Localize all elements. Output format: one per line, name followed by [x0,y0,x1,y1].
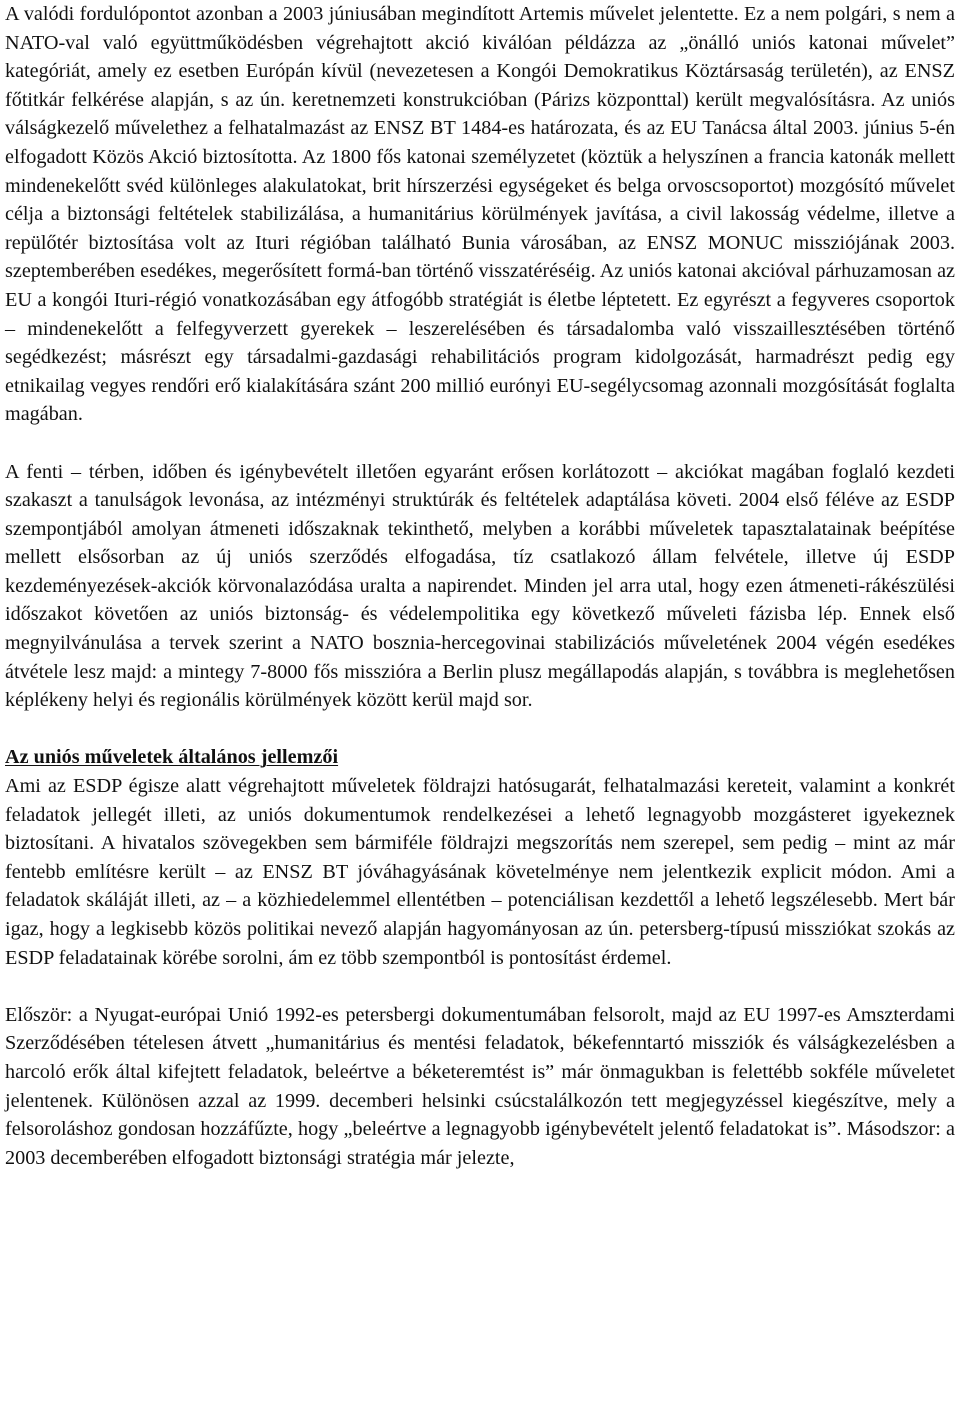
paragraph-transition-period: A fenti – térben, időben és igénybevételt illetően egyaránt erősen korlátozott – akciókat magában foglaló kezdeti szakaszt a tanulságok levonása, az intézményi struktúrák és feltételek adaptálása követi. 2004 első féléve az ESDP szempontjából amolyan átmeneti időszaknak tekinthető, melyben a korábbi műveletek tapasztalatainak beépítése mellett elsősorban az új uniós szerződés elfogadása, tíz csatlakozó állam felvétele, illetve új ESDP kezdeményezések-akciók körvonalazódása uralta a napirendet. Minden jel arra utal, hogy ezen átmeneti-rákészülési időszakot követően az uniós biztonság- és védelempolitika egy következő műveleti fázisba lép. Ennek első megnyilvánulása a tervek szerint a NATO bosznia-hercegovinai stabilizációs műveletének 2004 végén esedékes átvétele lesz majd: a mintegy 7-8000 fős misszióra a Berlin plusz megállapodás alapján, s továbbra is meglehetősen képlékeny helyi és regionális körülmények között kerül majd sor. [5,460,955,712]
section-heading: Az uniós műveletek általános jellemzői [5,746,339,769]
paragraph-spacer [5,972,955,1001]
paragraph-spacer [5,429,955,458]
paragraph-spacer [5,715,955,744]
document-page [5,0,955,1172]
paragraph-artemis-operation: A valódi fordulópontot azonban a 2003 júniusában megindított Artemis művelet jelentette. Ez a nem polgári, s nem a NATO-val való együttműködésben végrehajtott akció kiválóan példázza az „önálló uniós katonai művelet” kategóriát, amely ez esetben Európán kívül (nevezetesen a Kongói Demokratikus Köztársaság területén), az ENSZ főtitkár felkérése alapján, s az ún. keretnemzeti konstrukcióban (Párizs központtal) került megvalósításra. Az uniós válságkezelő művelethez a felhatalmazást az ENSZ BT 1484-es határozata, és az EU Tanácsa által 2003. június 5-én elfogadott Közös Akció biztosította. Az 1800 fős katonai személyzetet (köztük a helyszínen a francia katonák mellett mindenekelőtt svéd különleges alakulatokat, brit hírszerzési egységeket és belga orvoscsoportot) mozgósító művelet célja a biztonsági feltételek stabilizálása, a humanitárius körülmények javítása, a civil lakosság védelme, illetve a repülőtér biztosítása volt az Ituri régióban található Bunia városában, az ENSZ MONUC missziójának 2003. szeptemberében esedékes, megerősített formá-ban történő visszatéréséig. Az uniós katonai akcióval párhuzamosan az EU a kongói Ituri-régió vonatkozásában egy átfogóbb stratégiát is életbe léptetett. Ez egyrészt a fegyveres csoportok – mindenekelőtt a felfegyverzett gyerekek – leszerelésében és társadalomba való visszaillesztésében történő segédkezést; másrészt egy társadalmi-gazdasági rehabilitációs program kidolgozását, harmadrészt pedig egy etnikailag vegyes rendőri erő kialakítására szánt 200 millió eurónyi EU-segélycsomag azonnali mozgósítását foglalta magában. [5,3,955,426]
paragraph-general-characteristics: Ami az ESDP égisze alatt végrehajtott műveletek földrajzi hatósugarát, felhatalmazási kereteit, valamint a konkrét feladatok jellegét illeti, az uniós dokumentumok rendelkezései a lehető legnagyobb mozgásteret igyekeznek biztosítani. A hivatalos szövegekben sem bármiféle földrajzi megszorítás nem szerepel, sem pedig – mint az már fentebb említésre került – az ENSZ BT jóváhagyásának követelménye nem jelentkezik explicit módon. Ami a feladatok skáláját illeti, az – a közhiedelemmel ellentétben – potenciálisan kezdettől a lehető legszélesebb. Mert bár igaz, hogy a legkisebb közös politikai nevező alapján hagyományosan az ún. petersberg-típusú missziókat szokás az ESDP feladatainak körébe sorolni, ám ez több szempontból is pontosítást érdemel. [5,775,955,969]
paragraph-petersberg-tasks: Először: a Nyugat-európai Unió 1992-es petersbergi dokumentumában felsorolt, majd az EU 1997-es Amszterdami Szerződésében tételesen átvett „humanitárius és mentési feladatok, békefenntartó missziók és válságkezelésben a harcoló erők által kifejtett feladatok, beleértve a béketeremtést is” már önmagukban is felettébb sokféle műveletet jelentenek. Különösen azzal az 1999. decemberi helsinki csúcstalálkozón tett megjegyzéssel kiegészítve, mely a felsoroláshoz gondosan hozzáfűzte, hogy „beleértve a legnagyobb igénybevételt jelentő feladatokat is”. Másodszor: a 2003 decemberében elfogadott biztonsági stratégia már jelezte, [5,1003,955,1169]
